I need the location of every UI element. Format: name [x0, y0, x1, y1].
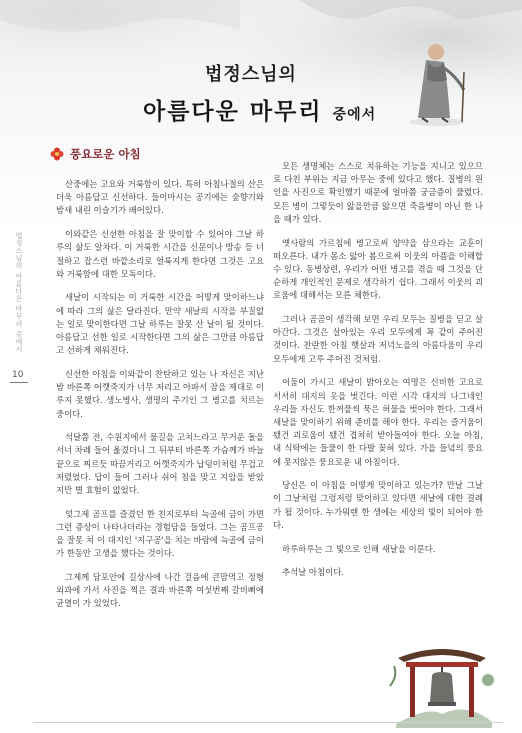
- bottom-rule: [33, 722, 503, 723]
- paragraph: 새날이 시작되는 이 거룩한 시간을 어떻게 맞이하느냐에 따라 그의 삶은 달라진다. 만약 새날의 시작을 부질없는 일로 맞이한다면 그날 하루는 잘못 산 날이 될 것이다. 아름답고 선한 일로 시작한다면 그의 삶은 그만큼 아름답고 선하게 채워진다.: [56, 292, 264, 356]
- title-suffix: 중에서: [332, 107, 377, 123]
- left-column: [56, 178, 264, 621]
- paragraph: 석달쯤 전, 수원지에서 물길을 고치느라고 무거운 돌을 서너 차례 들어 옮겼더니 그 뒤부터 바른쪽 가슴께가 바늘 끝으로 찌르듯 따끔거리고 어깻죽지가 납덩이처럼 무겁고 저렸었다. 답이 들어 그러나 쉬어 침을 맞고 지압을 받았지만 별 효험이 없었다.: [56, 432, 264, 496]
- paragraph: 어둠이 가시고 새날이 밝아오는 여명은 신비한 고요로 서서히 대지의 옷을 벗긴다. 이런 시각 대지의 나그네인 우리들 자신도 한꺼풀씩 묵은 허물을 벗어야 한다. 그래서 새날을 맞이하기 위해 준비를 해야 한다. 우리는 즐거움이 됐건 괴로움이 됐건 겹쳐히 받아들여야 한다. 오늘 아침, 내 식탁에는 들풀이 한 다발 꽂혀 있다. 가을 들녘의 풍요에 못지않은 풍요로운 내 아침이다.: [273, 377, 483, 467]
- paragraph: 산중에는 고요와 거룩함이 있다. 특히 아침나절의 산은 더욱 아름답고 신선하다. 들이마시는 공기에는 숲향기와 밤새 내린 이슬기가 배어있다.: [56, 179, 264, 216]
- paragraph: 당신은 이 아침을 어떻게 맞이하고 있는가? 만날 그날이 그날처럼 그렁저렁 맞이하고 있다면 새날에 대한 결례가 될 것이다. 누가뭐랜 한 생에는 세상의 빛이 되어야 한다.: [273, 480, 483, 530]
- paragraph: 그제께 담포안에 길상사에 나간 걸음에 큰맘먹고 정형외과에 가서 사진을 찍은 결과 바른쪽 여섯번째 갈비뼈에 균열이 가 있었다.: [56, 572, 264, 609]
- temple-bell-illustration: [388, 636, 496, 728]
- section-subtitle: [50, 146, 141, 162]
- paragraph: 모든 생명체는 스스로 치유하는 기능을 지니고 있으므로 다친 부위는 지금 아무는 중에 있다고 했다. 질병의 원인을 사진으로 확인했기 때문에 얼마쯤 궁금증이 풀렸다. 모든 병이 그렇듯이 앓을만큼 앓으면 죽음병이 아닌 한 나을 때가 있다.: [273, 161, 483, 224]
- page-number: 10: [12, 370, 24, 380]
- title-main-text: 아름다운 마무리: [143, 98, 323, 125]
- paragraph: 추석날 아침이다.: [282, 567, 344, 578]
- title-main: [143, 93, 376, 126]
- paragraph: 옛사람의 가르침에 병고로써 양약을 삼으라는 교훈이 떠오른다. 내가 몸소 앓아 봄으로써 이웃의 아픔을 이해할 수 있다. 동병상련, 우리가 어떤 병고를 겪을 때 그것을 단순하게 개인적인 문제로 생각하기 쉽다. 그래서 이웃의 괴로움에 대해서는 모른 체한다.: [273, 237, 483, 301]
- monk-illustration: [392, 32, 482, 128]
- paragraph: 엊그제 곰프를 즐겼던 한 친지로부터 늑골에 금이 가면 그런 증상이 나타나더라는 경험담을 들었다. 그는 곰프공을 잘못 쳐 이 대지인 '지구공'을 치는 바람에 늑골에 금이가 한동안 고생을 했다는 것이다.: [56, 508, 264, 559]
- sidebar-running-title: 법정스님의 아름다운 마무리 중에서: [15, 232, 23, 353]
- right-column: [273, 160, 483, 590]
- paragraph: 신선한 아침을 이와같이 찬탄하고 있는 나 자신은 지난 밤 바른쪽 어깻죽지가 너무 저리고 아파서 잠을 제대로 이루지 못했다. 생노병사, 생명의 주기인 그 병고를 치르는 중이다.: [56, 368, 264, 419]
- subtitle-text: 풍요로운 아침: [70, 147, 141, 161]
- paragraph: 하루하루는 그 빛으로 인해 새날을 이룬다.: [282, 543, 436, 554]
- title-author: 법정스님의: [205, 64, 297, 85]
- page-number-rule: [10, 382, 28, 383]
- paragraph: 이와같은 신선한 아침을 잘 맞이할 수 있어야 그날 하루의 삶도 알차다. 이 거룩한 시간을 신문이나 방송 등 너절하고 잡스런 바깥소리로 얼룩지게 한다면 그것은 고요와 거룩함에 대한 모독이다.: [56, 229, 264, 279]
- paragraph: 그러나 곰곰이 생각해 보면 우리 모두는 질병을 딛고 살아간다. 그것은 살아있는 우리 모두에게 꼭 같이 주어진 것이다. 찬란한 아침 햇살과 저녁노을의 아름다움이 우리 모두에게 고루 주어진 것처럼.: [273, 314, 483, 364]
- flower-icon: [50, 147, 64, 161]
